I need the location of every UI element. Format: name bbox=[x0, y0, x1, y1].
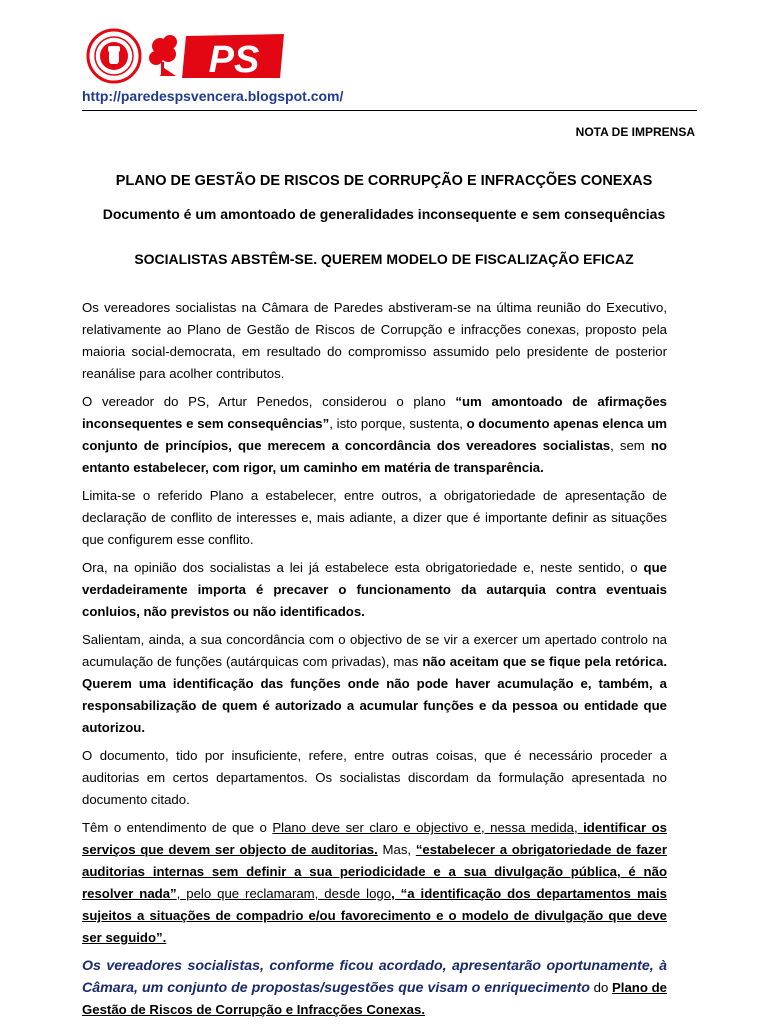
paragraph-3: Limita-se o referido Plano a estabelecer, entre outros, a obrigatoriedade de apresentação de declaração de conflito de interesses e, mais adiante, a dizer que é importante definir as situações que configurem esse conflito. bbox=[82, 488, 667, 547]
p7-underlined: , pelo que reclamaram, desde logo bbox=[176, 886, 392, 901]
headline: SOCIALISTAS ABSTÊM-SE. QUEREM MODELO DE FISCALIZAÇÃO EFICAZ bbox=[134, 251, 634, 267]
p5-text: Salientam, ainda, a sua concordância com o objectivo de se vir a exercer um apertado controlo na acumulação de funções (autárquicas com privadas), mas bbox=[82, 632, 667, 669]
p5-bold: não aceitam que se fique pela retórica. Querem uma identificação das funções onde não pode haver acumulação e, também, a responsabilização de quem é autorizado a acumular funções e da pessoa ou entidade que autorizou. bbox=[82, 654, 667, 735]
p7-text: Têm o entendimento de que o bbox=[82, 820, 273, 835]
p7-quote: “estabelecer a obrigatoriedade de fazer auditorias internas sem definir a sua periodicidade e a sua divulgação pública, é não resolver nada” bbox=[82, 842, 668, 901]
paragraph-2 bbox=[82, 391, 667, 479]
paragraph-7 bbox=[82, 817, 667, 949]
p8-plan-name: Plano de Gestão de Riscos de Corrupção e Infracções Conexas. bbox=[82, 980, 667, 1017]
p2-bold: o documento apenas elenca um conjunto de princípios, que merecem a concordância dos vereadores socialistas bbox=[82, 416, 668, 453]
p2-bold: no entanto estabelecer, com rigor, um caminho em matéria de transparência. bbox=[82, 438, 667, 475]
press-note-label: NOTA DE IMPRENSA bbox=[575, 125, 695, 139]
p2-text: O vereador do PS, Artur Penedos, considerou o plano bbox=[82, 394, 456, 409]
paragraph-1: Os vereadores socialistas na Câmara de Paredes abstiveram-se na última reunião do Executivo, relativamente ao Plano de Gestão de Riscos de Corrupção e infracções conexas, proposto pela maioria social-democrata, em resultado do compromisso assumido pelo presidente de posterior reanálise para acolher contributos. bbox=[82, 300, 667, 381]
ps-logo-text: PS bbox=[208, 39, 260, 80]
article-body bbox=[82, 297, 667, 1027]
paragraph-6: O documento, tido por insuficiente, refere, entre outras coisas, que é necessário proceder a auditorias em certos departamentos. Os socialistas discordam da formulação apresentada no documento citado. bbox=[82, 748, 667, 807]
p2-quote: “um amontoado de afirmações inconsequentes e sem consequências” bbox=[82, 394, 667, 431]
p7-text: Mas, bbox=[377, 842, 416, 857]
p4-bold: que verdadeiramente importa é precaver o funcionamento da autarquia contra eventuais conluios, não previstos ou não identificados. bbox=[82, 560, 667, 619]
p4-text: Ora, na opinião dos socialistas a lei já estabelece esta obrigatoriedade e, neste sentido, o bbox=[82, 560, 644, 575]
p7-underlined: Plano deve ser claro e objectivo e, nessa medida, bbox=[272, 820, 584, 835]
ps-party-logo bbox=[146, 32, 286, 80]
p8-italic: Os vereadores socialistas, conforme ficou acordado, apresentarão oportunamente, à Câmara, um conjunto de propostas/sugestões que visam o enriquecimento bbox=[82, 958, 667, 996]
p7-bold-underlined: identificar os serviços que devem ser objecto de auditorias. bbox=[82, 820, 667, 857]
p8-text: do bbox=[589, 980, 612, 995]
ps-seal-logo bbox=[86, 28, 142, 84]
p2-text: , sem bbox=[610, 438, 651, 453]
paragraph-4 bbox=[82, 557, 667, 623]
blog-url-link[interactable]: http://paredespsvencera.blogspot.com/ bbox=[82, 88, 344, 104]
p2-text: , isto porque, sustenta, bbox=[329, 416, 467, 431]
paragraph-5 bbox=[82, 629, 667, 739]
header-logos bbox=[86, 28, 286, 84]
main-title: PLANO DE GESTÃO DE RISCOS DE CORRUPÇÃO E INFRACÇÕES CONEXAS bbox=[115, 173, 653, 189]
p7-quote: , “a identificação dos departamentos mais sujeitos a situações de compadrio e/ou favorecimento e o modelo de divulgação que deve ser seguido”. bbox=[82, 886, 668, 945]
header-divider bbox=[82, 110, 697, 111]
paragraph-8 bbox=[82, 955, 667, 1021]
subtitle: Documento é um amontoado de generalidades inconsequente e sem consequências bbox=[102, 206, 666, 222]
